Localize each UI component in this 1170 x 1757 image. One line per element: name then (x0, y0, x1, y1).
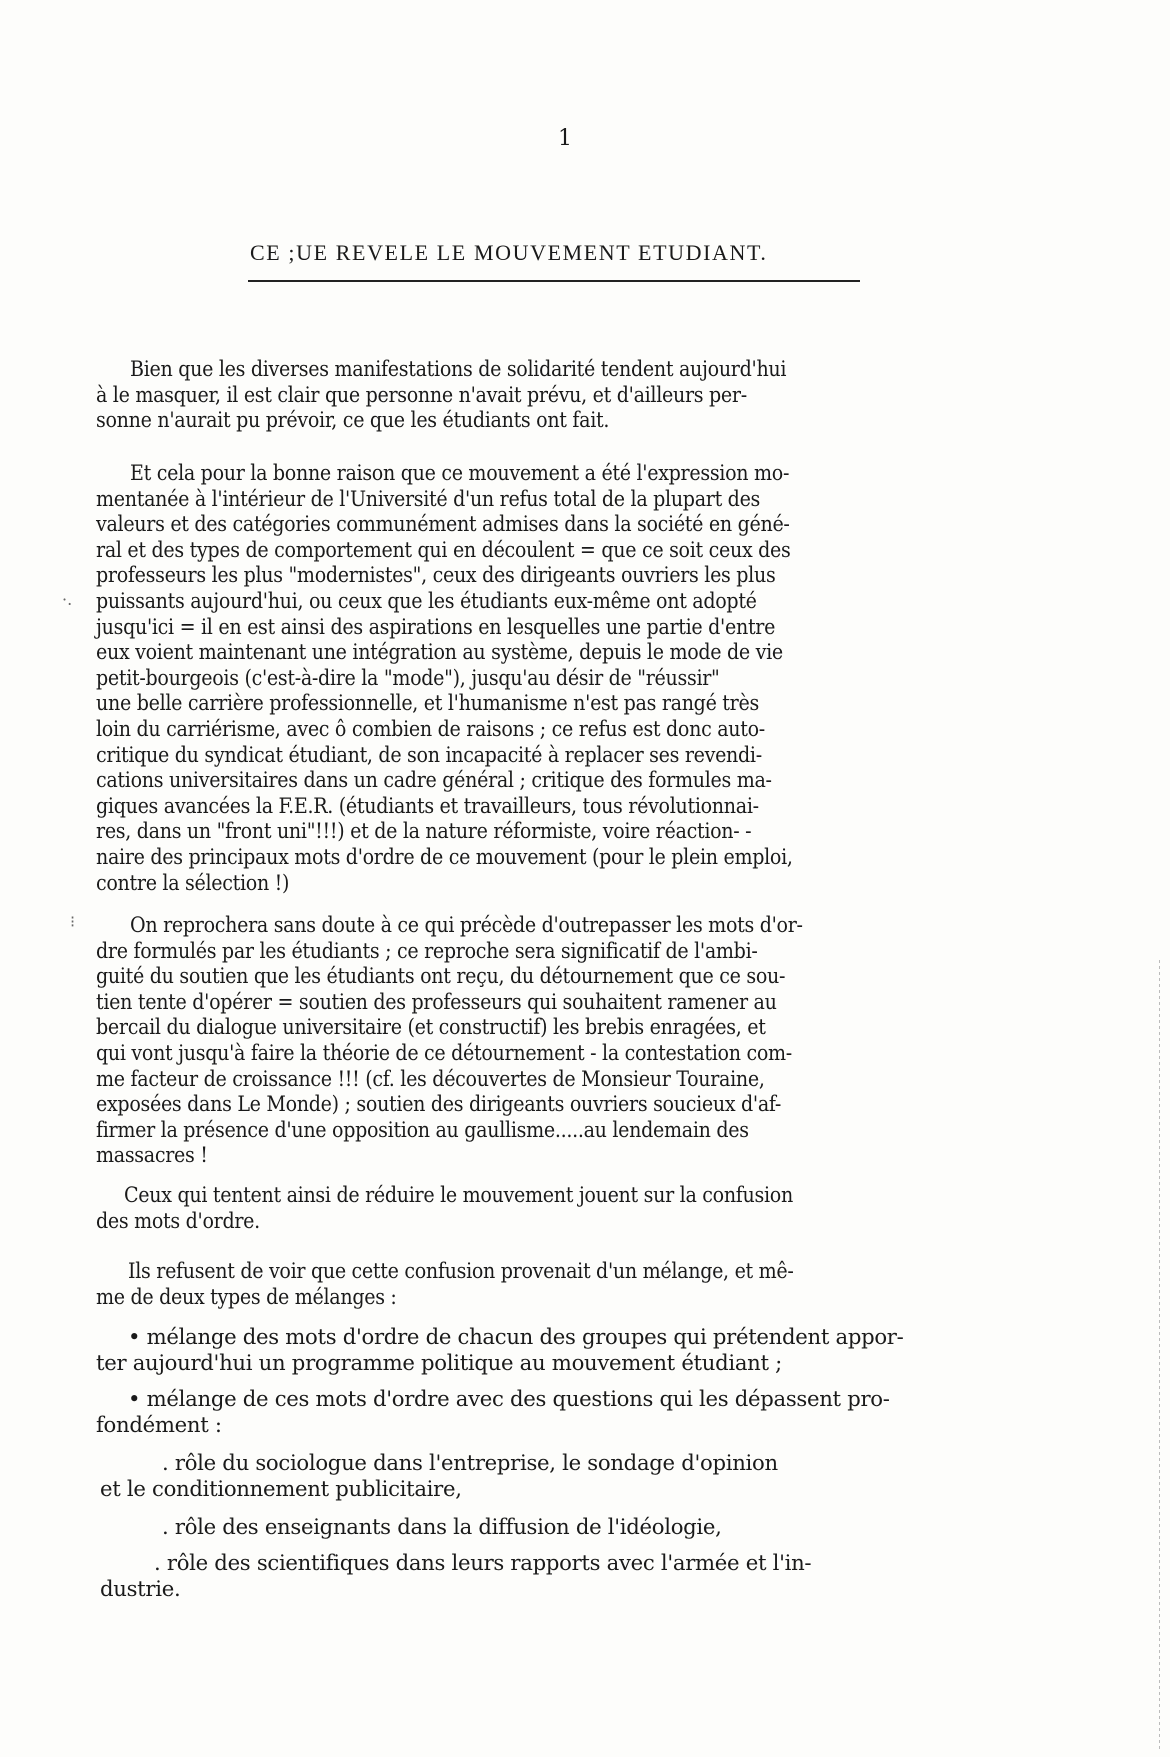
text-line: loin du carriérisme, avec ô combien de raisons ; ce refus est donc auto- (96, 715, 765, 741)
text-line: valeurs et des catégories communément admises dans la société en géné- (96, 511, 790, 537)
bullet-item-2 (96, 1386, 1036, 1437)
title-underline (248, 280, 860, 282)
text-line: petit-bourgeois (c'est-à-dire la "mode"), jusqu'au désir de "réussir" (96, 664, 720, 690)
text-line: jusqu'ici = il en est ainsi des aspirations en lesquelles une partie d'entre (96, 613, 776, 639)
text-line: sonne n'aurait pu prévoir, ce que les étudiants ont fait. (96, 407, 610, 433)
text-line: me facteur de croissance !!! (cf. les découvertes de Monsieur Touraine, (96, 1065, 765, 1091)
text-line: • mélange des mots d'ordre de chacun des groupes qui prétendent appor- (128, 1324, 904, 1349)
text-line: • mélange de ces mots d'ordre avec des questions qui les dépassent pro- (128, 1386, 890, 1411)
text-line: puissants aujourd'hui, ou ceux que les étudiants eux-même ont adopté (96, 587, 757, 613)
margin-mark: ⁝ (70, 912, 76, 931)
text-line: Ceux qui tentent ainsi de réduire le mouvement jouent sur la confusion (124, 1182, 793, 1207)
text-line: et le conditionnement publicitaire, (100, 1475, 462, 1501)
sub-item-3 (96, 1550, 1036, 1601)
paragraph-4 (96, 1182, 1036, 1233)
text-line: mentanée à l'intérieur de l'Université d'un refus total de la plupart des (96, 485, 761, 511)
paragraph-5 (96, 1258, 1036, 1309)
text-line: exposées dans Le Monde) ; soutien des dirigeants ouvriers soucieux d'af- (96, 1091, 782, 1117)
text-line: des mots d'ordre. (96, 1207, 260, 1233)
sub-item-1 (96, 1450, 1036, 1501)
bullet-item-1 (96, 1324, 1036, 1375)
text-line: cations universitaires dans un cadre général ; critique des formules ma- (96, 767, 772, 793)
text-line: eux voient maintenant une intégration au système, depuis le mode de vie (96, 639, 783, 665)
paragraph-2 (96, 460, 1036, 895)
text-line: naire des principaux mots d'ordre de ce mouvement (pour le plein emploi, (96, 843, 793, 869)
text-line: giques avancées la F.E.R. (étudiants et travailleurs, tous révolutionnai- (96, 792, 759, 818)
text-line: massacres ! (96, 1142, 208, 1168)
text-line: à le masquer, il est clair que personne n'avait prévu, et d'ailleurs per- (96, 381, 747, 407)
text-line: me de deux types de mélanges : (96, 1283, 397, 1309)
sub-item-2 (96, 1514, 1036, 1540)
text-line: tien tente d'opérer = soutien des professeurs qui souhaitent ramener au (96, 988, 777, 1014)
text-line: dustrie. (100, 1575, 181, 1601)
text-line: contre la sélection !) (96, 869, 290, 895)
text-line: bercail du dialogue universitaire (et constructif) les brebis enragées, et (96, 1014, 766, 1040)
text-line: professeurs les plus "modernistes", ceux des dirigeants ouvriers les plus (96, 562, 776, 588)
text-line: Et cela pour la bonne raison que ce mouvement a été l'expression mo- (130, 460, 790, 485)
text-line: guité du soutien que les étudiants ont reçu, du détournement que ce sou- (96, 963, 786, 989)
text-line: critique du syndicat étudiant, de son incapacité à replacer ses revendi- (96, 741, 762, 767)
page-edge-shadow (1159, 960, 1160, 1750)
text-line: Ils refusent de voir que cette confusion provenait d'un mélange, et mê- (128, 1258, 794, 1283)
page-number: 1 (558, 126, 572, 151)
document-title: CE ;UE REVELE LE MOUVEMENT ETUDIANT. (250, 240, 768, 265)
text-line: On reprochera sans doute à ce qui précède d'outrepasser les mots d'or- (130, 912, 803, 937)
margin-mark: ·. (62, 590, 73, 609)
text-line: firmer la présence d'une opposition au gaullisme.....au lendemain des (96, 1116, 749, 1142)
text-line: ral et des types de comportement qui en découlent = que ce soit ceux des (96, 536, 791, 562)
text-line: res, dans un "front uni"!!!) et de la nature réformiste, voire réaction- - (96, 818, 752, 844)
text-line: dre formulés par les étudiants ; ce reproche sera significatif de l'ambi- (96, 937, 758, 963)
text-line: . rôle des scientifiques dans leurs rapports avec l'armée et l'in- (154, 1550, 812, 1575)
text-line: Bien que les diverses manifestations de solidarité tendent aujourd'hui (130, 356, 787, 381)
text-line: ter aujourd'hui un programme politique au mouvement étudiant ; (96, 1349, 783, 1375)
paragraph-3 (96, 912, 1036, 1168)
text-line: une belle carrière professionnelle, et l'humanisme n'est pas rangé très (96, 690, 759, 716)
paragraph-1 (96, 356, 1036, 433)
text-line: . rôle du sociologue dans l'entreprise, le sondage d'opinion (162, 1450, 778, 1475)
text-line: . rôle des enseignants dans la diffusion de l'idéologie, (162, 1514, 722, 1539)
text-line: qui vont jusqu'à faire la théorie de ce détournement - la contestation com- (96, 1039, 792, 1065)
text-line: fondément : (96, 1411, 222, 1437)
